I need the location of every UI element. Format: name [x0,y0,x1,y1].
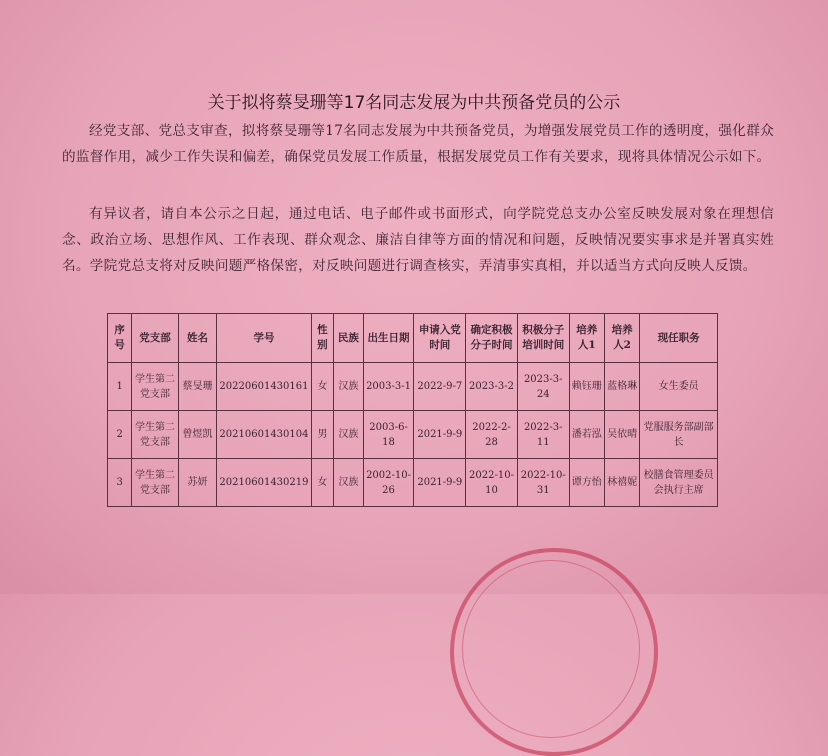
official-seal-inner-ring [462,560,640,738]
table-row [108,363,718,411]
table-cell: 潘若泓 [569,411,604,459]
column-header: 确定积极分子时间 [466,314,518,363]
table-cell: 2002-10-26 [363,459,414,507]
table-cell: 学生第二党支部 [132,363,178,411]
table-cell: 2023-3-24 [517,363,569,411]
column-header: 党支部 [132,314,178,363]
column-header: 培养人1 [569,314,604,363]
table-cell: 20210601430219 [217,459,311,507]
table-cell: 2022-2-28 [466,411,518,459]
table-cell: 学生第二党支部 [132,459,178,507]
table-cell: 赖钰珊 [569,363,604,411]
table-cell: 吴依晴 [604,411,639,459]
table-cell: 汉族 [334,363,363,411]
table-cell: 20220601430161 [217,363,311,411]
table-cell: 2021-9-9 [414,411,466,459]
table-cell: 20210601430104 [217,411,311,459]
table-cell: 女 [311,363,334,411]
table-cell: 蔡旻珊 [178,363,217,411]
table-cell: 男 [311,411,334,459]
table-cell: 2021-9-9 [414,459,466,507]
table-cell: 汉族 [334,459,363,507]
column-header: 学号 [217,314,311,363]
column-header: 现任职务 [640,314,718,363]
table-cell: 2023-3-2 [466,363,518,411]
column-header: 培养人2 [604,314,639,363]
table-cell: 2022-10-31 [517,459,569,507]
paragraph-1: 经党支部、党总支审查，拟将蔡旻珊等17名同志发展为中共预备党员，为增强发展党员工作的透明度，强化群众的监督作用，减少工作失误和偏差，确保党员发展工作质量，根据发展党员工作有关要求，现将具体情况公示如下。 [62,123,774,165]
column-header: 积极分子培训时间 [517,314,569,363]
candidates-table [107,313,718,507]
table-cell: 2003-3-1 [363,363,414,411]
document-title: 关于拟将蔡旻珊等17名同志发展为中共预备党员的公示 [207,93,621,113]
table-cell: 林禧妮 [604,459,639,507]
column-header: 民族 [334,314,363,363]
table-cell: 3 [108,459,132,507]
table-cell: 1 [108,363,132,411]
table-cell: 党服服务部副部长 [640,411,718,459]
table-cell: 谭方怡 [569,459,604,507]
paragraph-2: 有异议者，请自本公示之日起，通过电话、电子邮件或书面形式，向学院党总支办公室反映发展对象在理想信念、政治立场、思想作风、工作表现、群众观念、廉洁自律等方面的情况和问题，反映情况要实事求是并署真实姓名。学院党总支将对反映问题严格保密，对反映问题进行调查核实，弄清事实真相，并以适当方式向反映人反馈。 [62,206,774,274]
column-header: 序号 [108,314,132,363]
table-cell: 苏妍 [178,459,217,507]
table-row [108,411,718,459]
table-cell: 蓝格琳 [604,363,639,411]
table-cell: 2022-9-7 [414,363,466,411]
table-cell: 学生第二党支部 [132,411,178,459]
table-row [108,459,718,507]
table-cell: 2022-3-11 [517,411,569,459]
table-header-row [108,314,718,363]
table-cell: 2003-6-18 [363,411,414,459]
table-cell: 女 [311,459,334,507]
table-cell: 女生委员 [640,363,718,411]
table-cell: 校膳食管理委员会执行主席 [640,459,718,507]
column-header: 姓名 [178,314,217,363]
column-header: 出生日期 [363,314,414,363]
column-header: 申请入党时间 [414,314,466,363]
table-cell: 2022-10-10 [466,459,518,507]
column-header: 性别 [311,314,334,363]
table-cell: 2 [108,411,132,459]
table-cell: 汉族 [334,411,363,459]
table-cell: 曾煜凯 [178,411,217,459]
